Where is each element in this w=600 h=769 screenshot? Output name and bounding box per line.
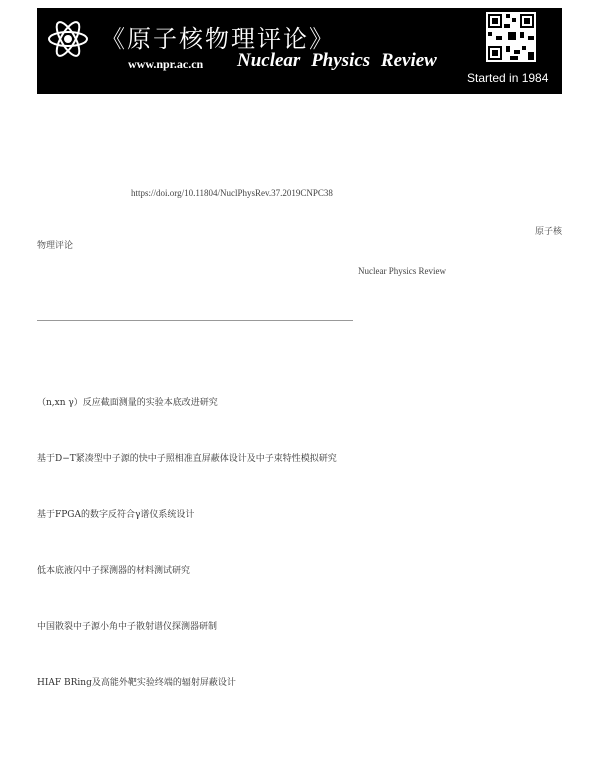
citation-journal-cn-part-a: 原子核	[535, 227, 563, 237]
citation-journal-en: Nuclear Physics Review	[358, 266, 446, 276]
article-link[interactable]: 基于D−T紧凑型中子源的快中子照相准直屏蔽体设计及中子束特性模拟研究	[37, 454, 337, 464]
divider	[37, 320, 353, 321]
qr-code-icon	[486, 12, 536, 62]
article-link[interactable]: HIAF BRing及高能外靶实验终端的辐射屏蔽设计	[37, 678, 236, 688]
journal-title-cn: 《原子核物理评论》	[101, 25, 335, 53]
doi-link[interactable]: https://doi.org/10.11804/NuclPhysRev.37.2019CNPC38	[131, 188, 333, 198]
article-link[interactable]: 低本底液闪中子探测器的材料测试研究	[37, 566, 191, 576]
article-link[interactable]: （n,xn γ）反应截面测量的实验本底改进研究	[37, 398, 218, 408]
journal-website[interactable]: www.npr.ac.cn	[128, 57, 204, 71]
article-link[interactable]: 基于FPGA的数字反符合γ谱仪系统设计	[37, 510, 195, 520]
article-link[interactable]: 中国散裂中子源小角中子散射谱仪探测器研制	[37, 622, 218, 632]
journal-title-en: Nuclear Physics Review	[237, 50, 437, 71]
started-year: Started in 1984	[467, 71, 549, 85]
citation-journal-cn-part-b: 物理评论	[37, 241, 74, 251]
journal-banner	[37, 8, 562, 94]
imp-atom-logo-icon	[47, 18, 89, 60]
